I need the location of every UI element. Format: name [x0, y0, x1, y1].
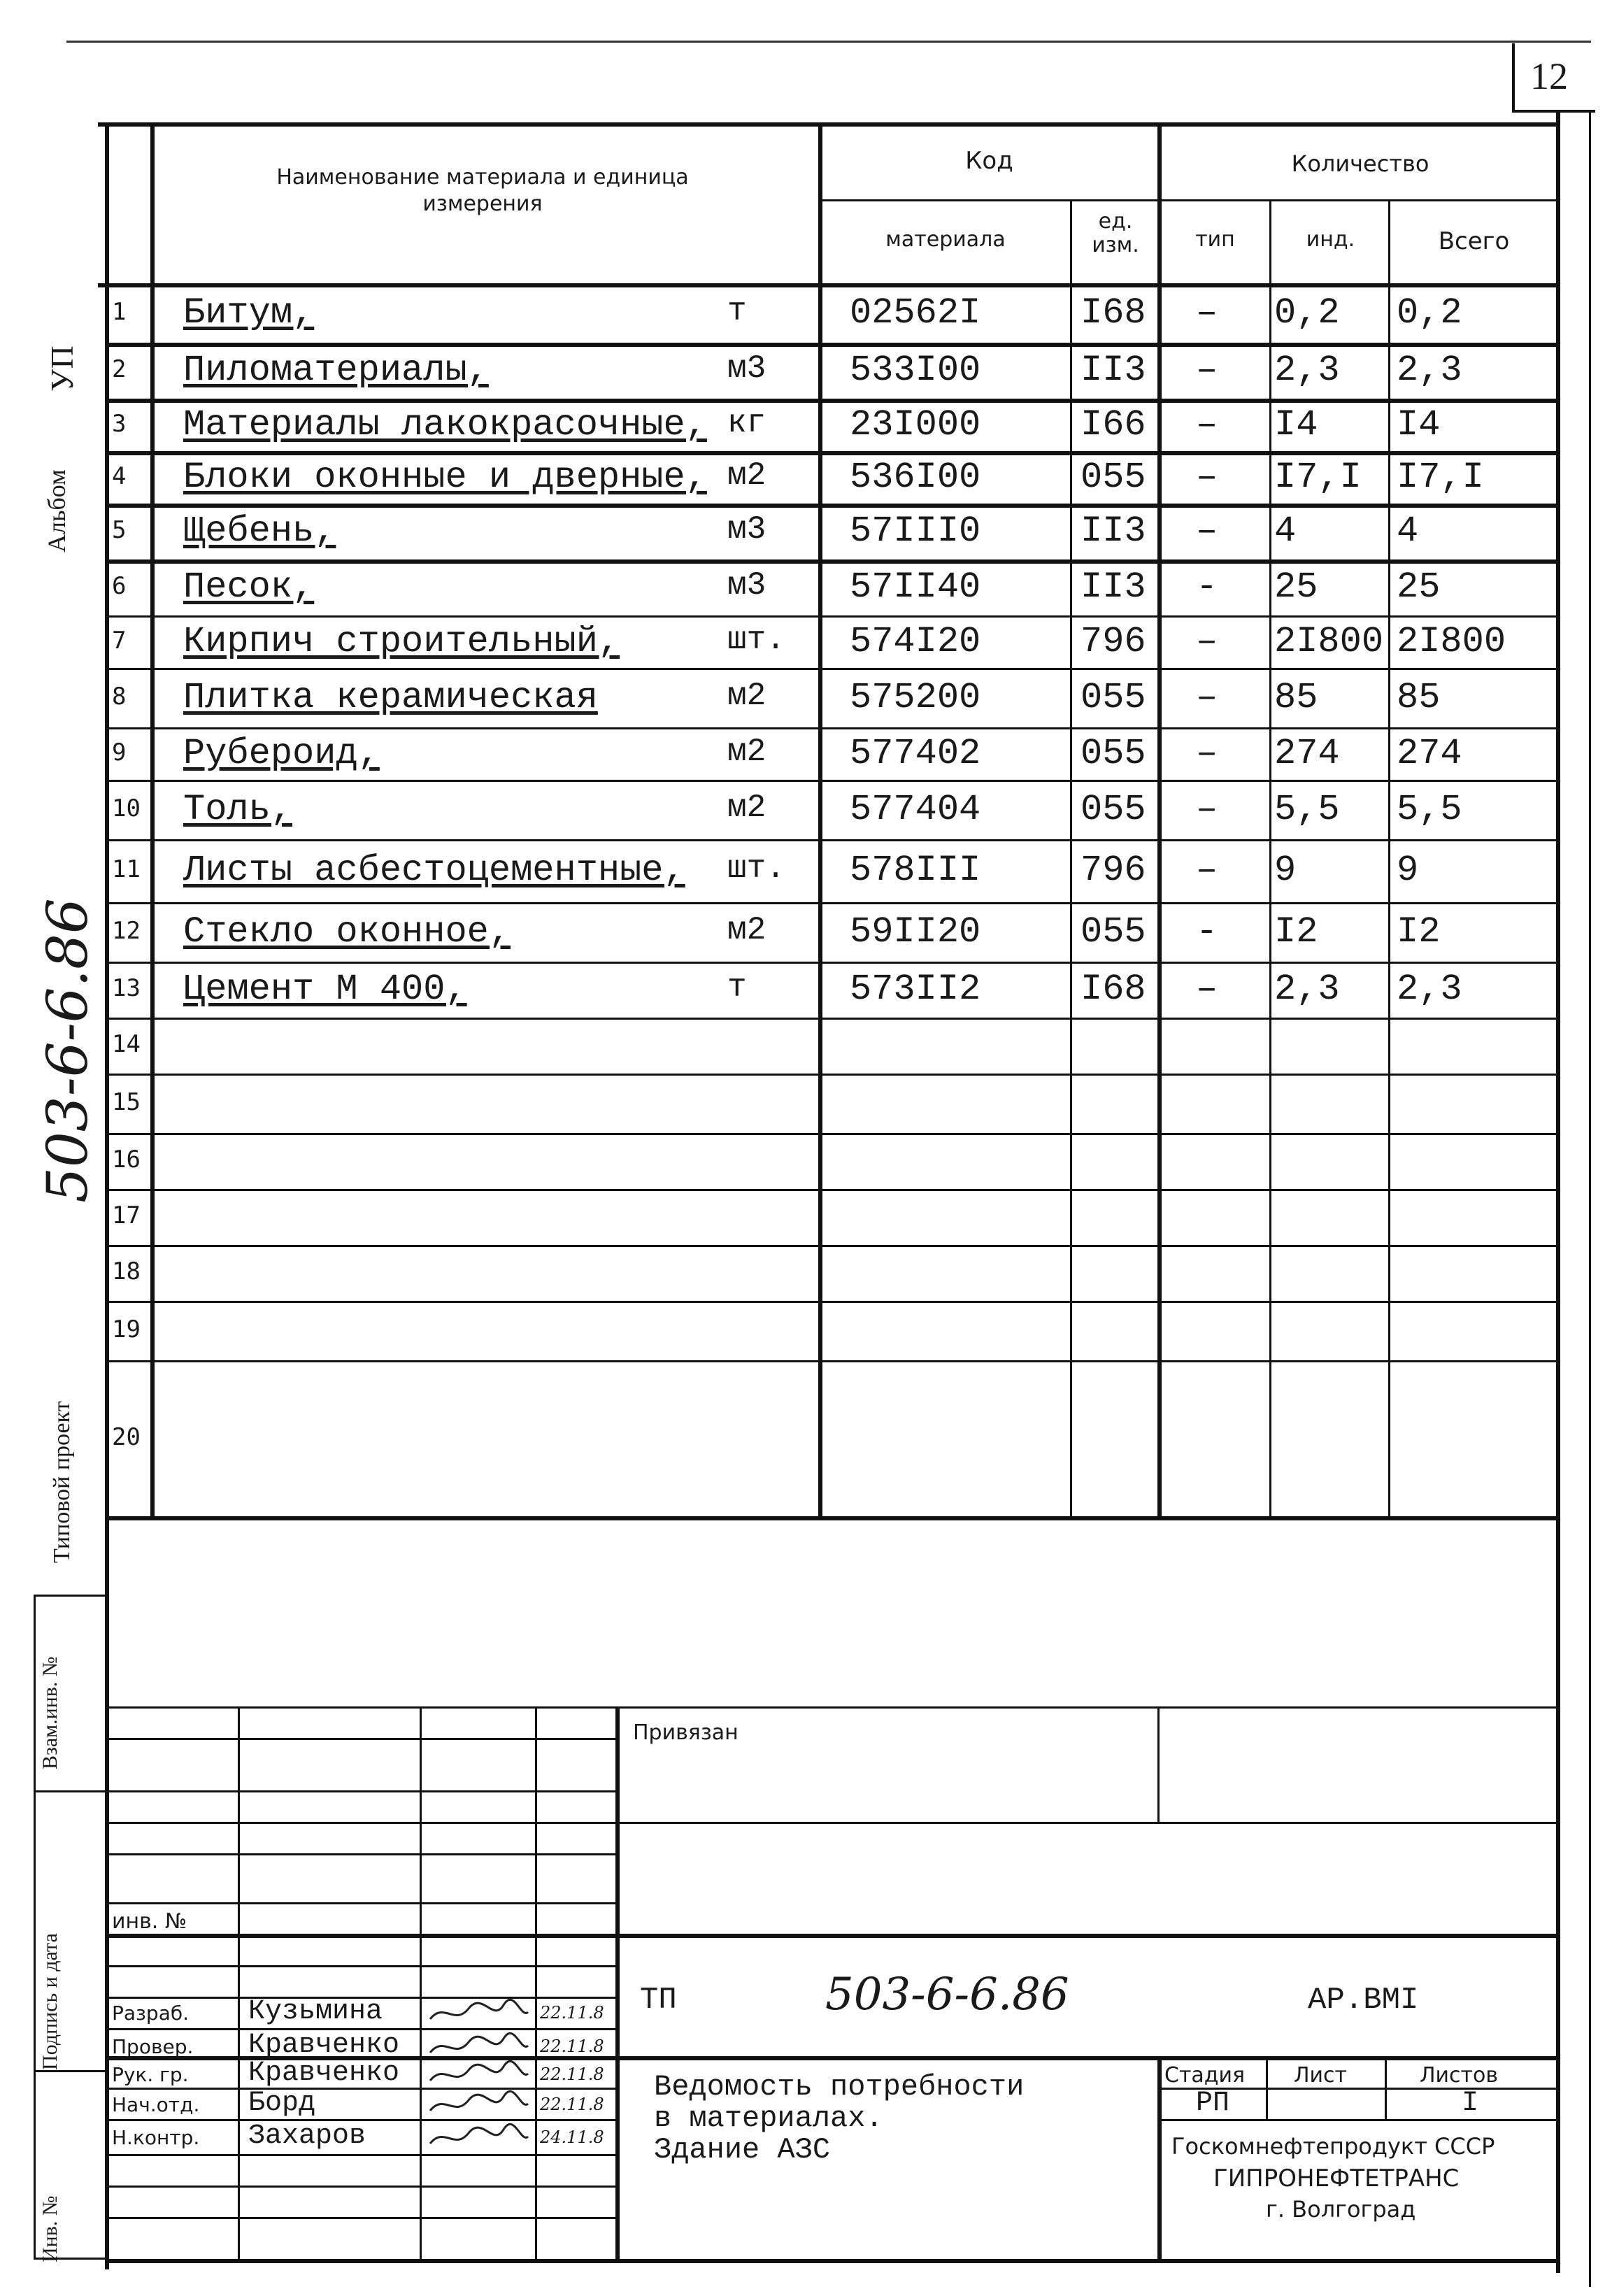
row-divider [105, 1074, 1560, 1076]
row-total: 5,5 [1397, 788, 1462, 830]
row-tip: – [1196, 456, 1218, 498]
row-ind: 0,2 [1274, 292, 1340, 334]
row-code: 575200 [850, 676, 981, 718]
stamp-col-5 [1157, 1706, 1160, 1822]
stamp-inv-no: инв. № [112, 1909, 187, 1934]
row-total: 9 [1397, 850, 1419, 891]
row-ed: 796 [1080, 850, 1146, 891]
row-divider [105, 839, 1560, 841]
margin-strip-left [34, 1595, 36, 2259]
row-n: 17 [112, 1202, 141, 1229]
row-code: 23I000 [850, 404, 981, 445]
row-name: Битум, [183, 292, 315, 334]
stamp-line-b [105, 1738, 615, 1740]
signature-icon [427, 2060, 532, 2092]
signature-icon [427, 2123, 532, 2155]
stamp-role-date: 22.11.8 [540, 2003, 604, 2023]
stamp-code: АР.ВМI [1308, 1983, 1419, 2018]
margin-album: Альбом [43, 469, 71, 552]
row-n: 10 [112, 794, 141, 822]
col-line-tip [1269, 199, 1271, 1518]
row-code: 578III [850, 850, 981, 891]
row-ed: 055 [1080, 676, 1146, 718]
row-tip: – [1196, 969, 1218, 1010]
stamp-role-label: Нач.отд. [112, 2093, 200, 2116]
row-n: 16 [112, 1146, 141, 1174]
row-n: 20 [112, 1422, 141, 1451]
stamp-role-label: Н.контр. [112, 2126, 200, 2149]
stamp-title-l3: Здание АЗС [654, 2133, 831, 2167]
row-total: I2 [1397, 911, 1441, 953]
row-code: 533I00 [850, 350, 981, 391]
frame-right [1556, 112, 1560, 2273]
header-bottom [98, 283, 1560, 287]
row-tip: - [1196, 566, 1218, 608]
row-total: 2,3 [1397, 350, 1462, 391]
row-ed: 055 [1080, 911, 1146, 953]
row-n: 11 [112, 855, 141, 883]
row-tip: – [1196, 676, 1218, 718]
stamp-col-3 [535, 1706, 537, 2259]
table-top [98, 122, 1560, 127]
stamp-line-o [105, 2186, 615, 2188]
row-n: 9 [112, 738, 127, 766]
stamp-role-label: Провер. [112, 2035, 194, 2058]
row-name: Кирпич строительный, [183, 620, 620, 662]
row-ed: II3 [1080, 350, 1146, 391]
row-ed: I68 [1080, 292, 1146, 334]
stamp-stadia-v2 [1385, 2056, 1387, 2119]
margin-sign-date: Подпись и дата [38, 1933, 62, 2070]
stamp-bottom [105, 2259, 1560, 2263]
row-unit: шт. [727, 621, 785, 658]
stamp-col-2 [420, 1706, 422, 2259]
row-divider [105, 1245, 1560, 1247]
row-divider [105, 1360, 1560, 1362]
signature-icon [427, 2090, 532, 2123]
row-code: 574I20 [850, 620, 981, 662]
row-divider [105, 962, 1560, 964]
row-ed: I68 [1080, 969, 1146, 1010]
row-unit: шт. [727, 850, 785, 887]
stamp-line-g [105, 1934, 1560, 1938]
stamp-role-label: Рук. гр. [112, 2063, 189, 2086]
row-code: 573II2 [850, 969, 981, 1010]
stamp-col-4 [615, 1706, 620, 2259]
row-n: 8 [112, 682, 127, 711]
row-name: Рубероид, [183, 732, 380, 774]
row-total: 85 [1397, 676, 1441, 718]
row-divider [105, 780, 1560, 782]
stamp-org-l1: Госкомнефтепродукт СССР [1171, 2133, 1495, 2160]
stamp-doc-no: 503-6-6.86 [825, 1969, 1069, 2020]
col-line-num [150, 122, 155, 1518]
row-total: I4 [1397, 404, 1441, 445]
row-n: 12 [112, 916, 141, 945]
row-ind: 274 [1274, 732, 1340, 774]
stamp-top [105, 1516, 1560, 1520]
row-ed: II3 [1080, 511, 1146, 552]
margin-divider-4 [34, 2258, 107, 2260]
row-name: Щебень, [183, 511, 336, 552]
row-unit: м2 [727, 789, 766, 826]
page-number: 12 [1530, 55, 1568, 97]
stamp-org-l3: г. Волгоград [1266, 2196, 1416, 2223]
margin-album-no: УП [44, 345, 80, 392]
row-unit: т [727, 292, 747, 329]
row-ind: I4 [1274, 404, 1318, 445]
row-name: Материалы лакокрасочные, [183, 404, 707, 445]
row-unit: кг [727, 404, 766, 441]
col-line-ind [1388, 199, 1390, 1518]
row-n: 13 [112, 974, 141, 1002]
stamp-line-p [105, 2217, 615, 2219]
row-code: 536I00 [850, 456, 981, 498]
row-divider [105, 668, 1560, 670]
stamp-role-name: Кравченко [248, 2058, 400, 2089]
stamp-col-6 [1157, 2056, 1162, 2259]
stamp-stadia-hline2 [1157, 2119, 1560, 2121]
row-n: 15 [112, 1088, 141, 1116]
row-unit: м3 [727, 511, 766, 548]
row-tip: – [1196, 511, 1218, 552]
row-n: 1 [112, 297, 127, 326]
row-total: 2,3 [1397, 969, 1462, 1010]
row-name: Цемент М 400, [183, 969, 467, 1010]
row-unit: м2 [727, 733, 766, 770]
margin-typical-project: Типовой проект [49, 1401, 75, 1563]
row-divider [105, 615, 1560, 618]
margin-vzam: Взам.инв. № [38, 1656, 62, 1769]
row-unit: т [727, 969, 747, 1006]
stamp-role-date: 22.11.8 [540, 2037, 604, 2056]
row-name: Листы асбестоцементные, [183, 850, 685, 891]
stamp-listov: I [1462, 2088, 1479, 2119]
row-name: Стекло оконное, [183, 911, 511, 953]
stamp-line-e [105, 1853, 615, 1855]
row-ind: 2,3 [1274, 969, 1340, 1010]
header-qty-group: Количество [1291, 150, 1429, 177]
row-n: 4 [112, 462, 127, 490]
row-tip: – [1196, 850, 1218, 891]
row-unit: м3 [727, 350, 766, 387]
stamp-title-l1: Ведомость потребности [654, 2070, 1025, 2104]
row-name: Плитка керамическая [183, 676, 598, 718]
row-ed: 055 [1080, 732, 1146, 774]
row-n: 19 [112, 1315, 141, 1343]
stamp-role-date: 22.11.8 [540, 2095, 604, 2114]
stamp-role-date: 24.11.8 [540, 2127, 604, 2147]
signature-icon [427, 1998, 532, 2031]
header-code-unit: ед. изм. [1092, 209, 1139, 257]
stamp-line-n [105, 2154, 615, 2156]
row-divider [105, 727, 1560, 729]
stamp-line-c2 [615, 1822, 1560, 1824]
row-n: 18 [112, 1257, 141, 1285]
row-ind: I2 [1274, 911, 1318, 953]
row-code: 577404 [850, 788, 981, 830]
top-border-line [66, 41, 1591, 43]
stamp-role-name: Кузьмина [248, 1996, 383, 2027]
row-total: 274 [1397, 732, 1462, 774]
row-total: 4 [1397, 511, 1419, 552]
row-total: 2I800 [1397, 620, 1506, 662]
row-ind: 2,3 [1274, 350, 1340, 391]
row-name: Песок, [183, 566, 315, 608]
margin-inv: Инв. № [38, 2195, 62, 2262]
row-ind: 5,5 [1274, 788, 1340, 830]
stamp-tp: ТП [640, 1983, 677, 2018]
row-divider [105, 1189, 1560, 1191]
stamp-list-label: Лист [1294, 2063, 1348, 2088]
row-tip: – [1196, 350, 1218, 391]
row-divider [105, 399, 1560, 403]
header-name-col: Наименование материала и единица измерения [276, 165, 689, 216]
row-divider [105, 343, 1560, 347]
row-ind: 25 [1274, 566, 1318, 608]
header-qty-total: Всего [1438, 227, 1510, 255]
row-name: Блоки оконные и дверные, [183, 456, 707, 498]
stamp-privyazan: Привязан [633, 1720, 739, 1745]
block-divider [105, 559, 1560, 564]
row-ind: 85 [1274, 676, 1318, 718]
margin-divider-1 [34, 1595, 107, 1597]
row-tip: – [1196, 292, 1218, 334]
row-divider [105, 504, 1560, 508]
row-tip: – [1196, 788, 1218, 830]
row-tip: - [1196, 911, 1218, 953]
row-ind: 9 [1274, 850, 1297, 891]
row-ed: 055 [1080, 456, 1146, 498]
margin-divider-3 [34, 2070, 107, 2072]
frame-right-outer [1589, 112, 1591, 2287]
row-tip: – [1196, 732, 1218, 774]
stamp-role-name: Борд [248, 2088, 316, 2119]
stamp-role-date: 22.11.8 [540, 2065, 604, 2084]
stamp-line-h [105, 1965, 615, 1967]
row-tip: – [1196, 620, 1218, 662]
header-qty-tip: тип [1195, 227, 1235, 252]
stamp-stadia: РП [1196, 2088, 1230, 2119]
row-ed: I66 [1080, 404, 1146, 445]
header-code-group: Код [965, 147, 1013, 175]
stamp-role-name: Кравченко [248, 2030, 400, 2061]
row-divider [105, 1133, 1560, 1135]
stamp-role-name: Захаров [248, 2120, 366, 2152]
row-unit: м2 [727, 911, 766, 948]
row-code: 59II20 [850, 911, 981, 953]
row-ed: 796 [1080, 620, 1146, 662]
row-total: 0,2 [1397, 292, 1462, 334]
row-code: 02562I [850, 292, 981, 334]
row-n: 5 [112, 516, 127, 544]
row-divider [105, 1301, 1560, 1303]
header-qty-ind: инд. [1306, 227, 1355, 252]
row-divider [105, 1018, 1560, 1020]
row-name: Пиломатериалы, [183, 350, 489, 391]
stamp-listov-label: Листов [1420, 2063, 1499, 2088]
col-line-unit [1157, 122, 1162, 1518]
stamp-line-d [105, 1822, 615, 1824]
stamp-stadia-v1 [1266, 2056, 1268, 2119]
margin-project-no: 503-6-6.86 [35, 898, 100, 1203]
row-ind: I7,I [1274, 456, 1362, 498]
row-n: 6 [112, 572, 127, 600]
margin-divider-2 [34, 1790, 107, 1792]
stamp-title-l2: в материалах. [654, 2102, 883, 2135]
row-total: 25 [1397, 566, 1441, 608]
header-mid [820, 199, 1560, 201]
header-code-material: материала [885, 227, 1006, 252]
row-n: 2 [112, 355, 127, 383]
col-line-name [818, 122, 822, 1518]
row-n: 14 [112, 1030, 141, 1058]
stamp-stadia-label: Стадия [1164, 2063, 1246, 2088]
row-ind: 2I800 [1274, 620, 1384, 662]
row-n: 3 [112, 409, 127, 438]
row-code: 57III0 [850, 511, 981, 552]
row-ind: 4 [1274, 511, 1297, 552]
stamp-line-c [105, 1790, 615, 1792]
row-code: 577402 [850, 732, 981, 774]
row-ed: 055 [1080, 788, 1146, 830]
stamp-line-f [105, 1902, 615, 1904]
row-unit: м2 [727, 677, 766, 714]
row-name: Толь, [183, 788, 293, 830]
row-unit: м2 [727, 457, 766, 494]
row-unit: м3 [727, 567, 766, 604]
frame-left [105, 122, 109, 2269]
row-n: 7 [112, 626, 127, 655]
row-tip: – [1196, 404, 1218, 445]
stamp-line-a [105, 1706, 1560, 1709]
stamp-col-1 [238, 1706, 240, 2259]
stamp-role-label: Разраб. [112, 2002, 190, 2025]
row-divider [105, 451, 1560, 455]
row-divider [105, 902, 1560, 904]
row-ed: II3 [1080, 566, 1146, 608]
col-line-code [1070, 199, 1072, 1518]
row-code: 57II40 [850, 566, 981, 608]
stamp-org-l2: ГИПРОНЕФТЕТРАНС [1213, 2165, 1460, 2192]
row-total: I7,I [1397, 456, 1484, 498]
